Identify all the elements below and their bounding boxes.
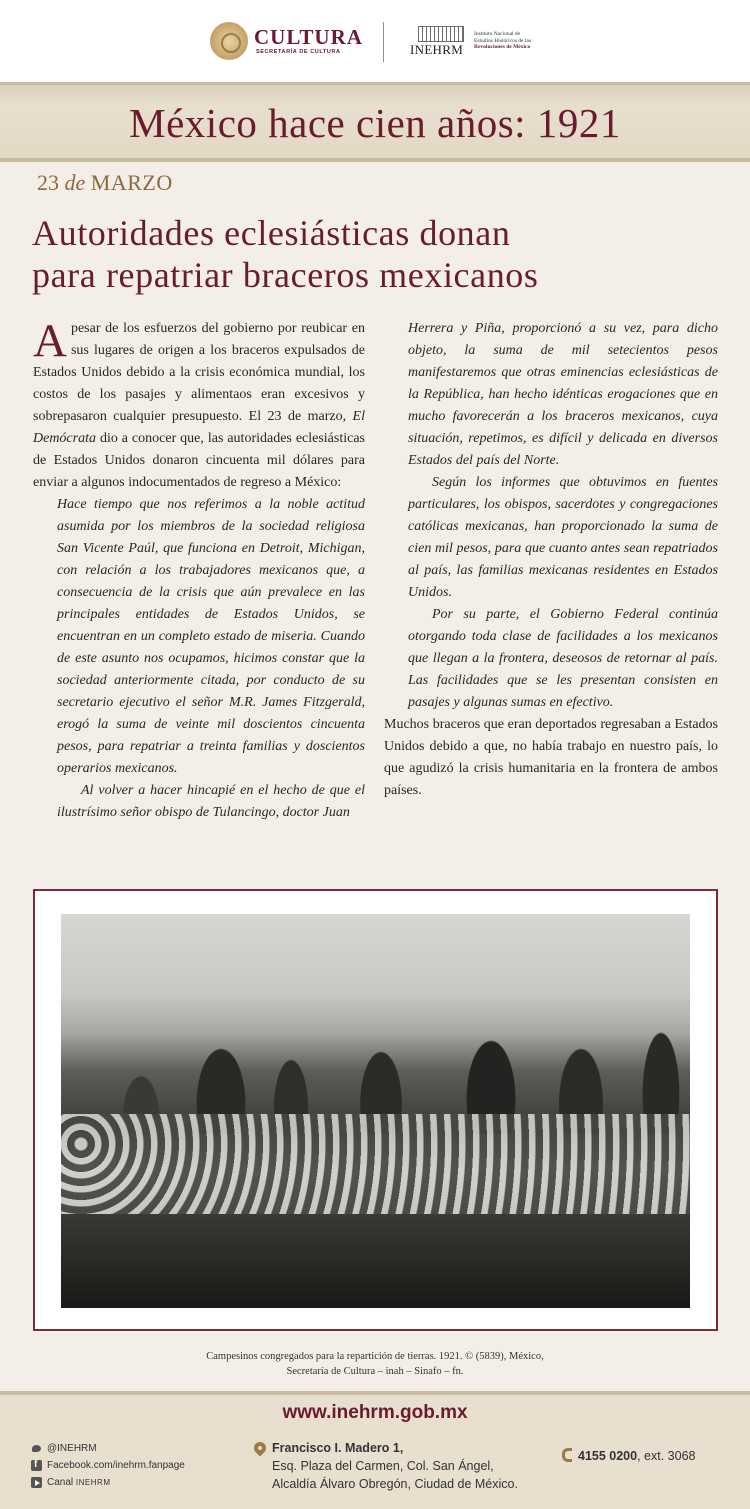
intro-text: dio a conocer que, las autoridades eclesiásticas de Estados Unidos donaron cincuenta mil dólares para enviar a algunos indocumentados de regreso a México: <box>33 431 365 490</box>
photo-crowd <box>61 1114 690 1224</box>
social-links <box>31 1440 251 1491</box>
article-column-left <box>33 315 365 824</box>
date-line <box>37 170 173 196</box>
phone-number: 4155 0200 <box>578 1449 638 1463</box>
inehrm-desc-line: Instituto Nacional de <box>474 31 521 37</box>
inehrm-desc-line: Revoluciones de México <box>474 44 531 50</box>
headline-line: para repatriar braceros mexicanos <box>32 255 539 295</box>
inehrm-description <box>474 31 564 51</box>
cultura-logo[interactable] <box>210 20 370 64</box>
photo-ground <box>61 1214 690 1308</box>
cultura-subtitle: SECRETARÍA DE CULTURA <box>256 49 341 55</box>
social-youtube-link[interactable] <box>31 1474 251 1491</box>
article-column-right <box>384 318 718 802</box>
title-band <box>0 82 750 162</box>
historical-photo <box>61 914 690 1308</box>
cultura-seal-icon <box>210 22 248 60</box>
youtube-icon <box>31 1477 42 1488</box>
quote-paragraph: Por su parte, el Gobierno Federal continúa otorgando toda clase de facilidades a los mexicanos que llegan a la frontera, deseosos de retornar al país. Las facilidades que se les presentan consisten en pasajes y algunas sumas en efectivo. <box>408 607 718 710</box>
headline-line: Autoridades eclesiásticas donan <box>32 213 511 253</box>
social-facebook-link[interactable] <box>31 1457 251 1474</box>
social-label-caps: INEHRM <box>75 1478 111 1487</box>
date-day: 23 <box>37 170 59 195</box>
date-de: de <box>64 170 86 195</box>
article-closing: Muchos braceros que eran deportados regresaban a Estados Unidos debido a que, no había trabajo en nuestro país, lo que agudizó la crisis humanitaria en la frontera de ambos países. <box>384 717 718 798</box>
photo-caption <box>150 1349 600 1379</box>
facebook-icon <box>31 1460 42 1471</box>
social-label: @INEHRM <box>47 1443 97 1454</box>
drop-cap: A <box>33 315 67 367</box>
social-label: Canal <box>47 1477 74 1488</box>
photo-frame <box>33 889 718 1331</box>
social-twitter-link[interactable] <box>31 1440 251 1457</box>
phone-contact[interactable] <box>562 1448 732 1463</box>
inehrm-logo[interactable] <box>410 26 550 60</box>
quote-paragraph: Según los informes que obtuvimos en fuentes particulares, los obispos, sacerdotes y congregaciones católicas mexicanas, han proporcionado la suma de cien mil pesos, para que cuanto antes sean repatriados al país, las familias mexicanas residentes en Estados Unidos. <box>408 475 718 600</box>
address-line: Esq. Plaza del Carmen, Col. San Ángel, <box>272 1459 494 1473</box>
newspaper-name: El Demócrata <box>33 409 365 446</box>
date-month: MARZO <box>90 170 173 195</box>
top-header <box>0 0 750 82</box>
phone-ext: , ext. 3068 <box>637 1449 696 1463</box>
block-quote <box>384 318 718 714</box>
intro-text: pesar de los esfuerzos del gobierno por reubicar en sus lugares de origen a los braceros expulsados de Estados Unidos debido a la crisis económica mundial, los costos de los pasajes y alimentaos eran excesivos y sobrepasaron cualquier presupuesto. El 23 de marzo, <box>33 321 365 424</box>
quote-paragraph: Herrera y Piña, proporcionó a su vez, para dicho objeto, la suma de mil setecientos pesos manifestaremos que otras eminencias eclesiásticas de la República, han hecho idénticas erogaciones que en mucho favorecerán a los braceros mexicanos, cuya situación, repetimos, es difícil y delicada en diversos Estados del país del Norte. <box>408 321 718 468</box>
inehrm-building-icon <box>418 26 464 42</box>
caption-line: Campesinos congregados para la repartición de tierras. 1921. © (5839), México, <box>206 1351 544 1362</box>
address-street: Francisco I. Madero 1, <box>272 1441 404 1455</box>
website-link[interactable]: www.inehrm.gob.mx <box>282 1402 468 1423</box>
address-line: Alcaldía Álvaro Obregón, Ciudad de México. <box>272 1477 518 1491</box>
page-title: México hace cien años: 1921 <box>129 100 621 146</box>
social-label: Facebook.com/inehrm.fanpage <box>47 1460 185 1471</box>
article-headline <box>32 212 722 296</box>
cultura-name: CULTURA <box>254 25 363 49</box>
quote-paragraph: Hace tiempo que nos referimos a la noble actitud asumida por los miembros de la sociedad religiosa San Vicente Paúl, que funciona en Detroit, Michigan, con relación a los trabajadores mexicanos que, a consecuencia de la crisis que aún prevalece en las principales entidades de Estados Unidos, se encuentran en un completo estado de miseria. Cuando de este asunto nos ocupamos, hicimos constar que la sociedad anteriormente citada, por conducto de su secretario ejecutivo el señor M.R. James Fitzgerald, erogó la suma de veinte mil doscientos cincuenta pesos, para repatriar a treinta familias y doscientos operarios mexicanos. <box>57 497 365 776</box>
block-quote <box>33 494 365 824</box>
inehrm-name: INEHRM <box>410 42 464 57</box>
article-intro <box>33 315 365 494</box>
inehrm-desc-line: Estudios Históricos de las <box>474 37 531 44</box>
quote-paragraph: Al volver a hacer hincapié en el hecho de que el ilustrísimo señor obispo de Tulancingo, doctor Juan <box>57 783 365 820</box>
phone-icon <box>562 1448 572 1462</box>
twitter-icon <box>31 1443 42 1454</box>
caption-line: Secretaría de Cultura – inah – Sinafo – fn. <box>286 1366 464 1377</box>
header-divider <box>383 22 384 62</box>
